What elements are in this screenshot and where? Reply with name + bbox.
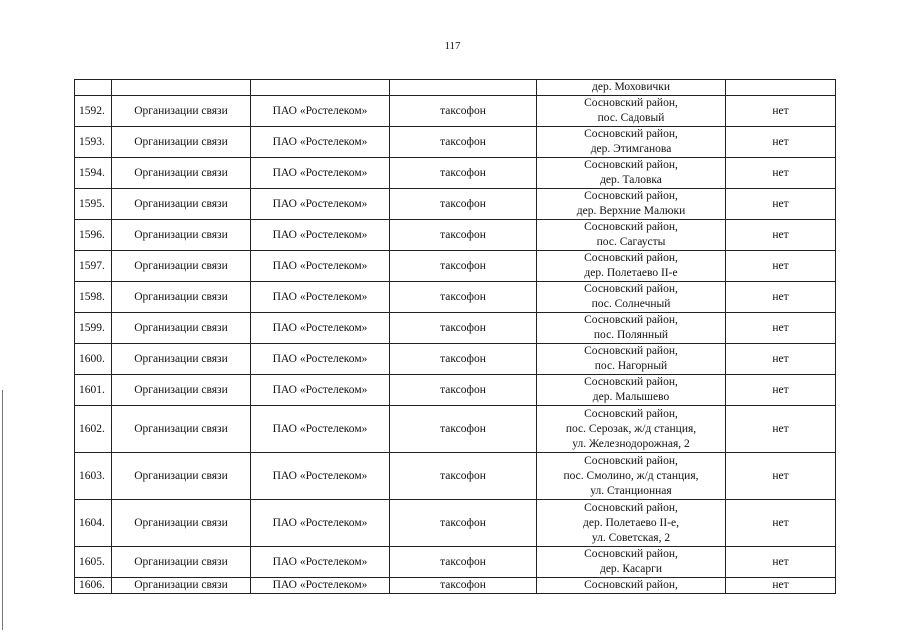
cell-status: нет [726, 251, 836, 282]
address-line: пос. Нагорный [594, 360, 668, 372]
address-line: ул. Станционная [590, 484, 672, 497]
cell-address: дер. Моховички [537, 80, 726, 96]
address-line: Сосновский район, [584, 548, 678, 560]
cell-num: 1595. [75, 189, 112, 220]
payphone-table [74, 79, 836, 594]
cell-type: таксофон [390, 251, 537, 282]
address-line: Сосновский район, [584, 501, 678, 514]
cell-address [537, 375, 726, 406]
cell-address [537, 500, 726, 547]
cell-category: Организации связи [112, 96, 251, 127]
cell-org: ПАО «Ростелеком» [251, 251, 390, 282]
cell-org: ПАО «Ростелеком» [251, 344, 390, 375]
cell-category: Организации связи [112, 344, 251, 375]
address-line: дер. Касарги [599, 563, 663, 575]
cell-org: ПАО «Ростелеком» [251, 96, 390, 127]
cell-type: таксофон [390, 547, 537, 578]
cell-type: таксофон [390, 220, 537, 251]
page-number: 117 [444, 40, 461, 52]
cell-status: нет [726, 578, 836, 594]
table-row [75, 406, 836, 453]
cell-address [537, 220, 726, 251]
cell-category: Организации связи [112, 578, 251, 594]
address-line: Сосновский район, [584, 221, 678, 233]
cell-org: ПАО «Ростелеком» [251, 158, 390, 189]
table-body [75, 80, 836, 594]
cell-status: нет [726, 547, 836, 578]
cell-category: Организации связи [112, 220, 251, 251]
cell-category: Организации связи [112, 158, 251, 189]
cell-num: 1592. [75, 96, 112, 127]
address-line: дер. Таловка [600, 174, 662, 186]
table-row [75, 500, 836, 547]
cell-num: 1596. [75, 220, 112, 251]
table-row [75, 453, 836, 500]
cell-num: 1602. [75, 406, 112, 453]
cell-status: нет [726, 500, 836, 547]
cell-category: Организации связи [112, 189, 251, 220]
address-line: пос. Солнечный [591, 298, 671, 310]
cell-address [537, 453, 726, 500]
address-line: дер. Полетаево II-е [584, 267, 678, 279]
cell-org: ПАО «Ростелеком» [251, 189, 390, 220]
address-line: дер. Полетаево II-е, [582, 516, 680, 529]
cell-category: Организации связи [112, 375, 251, 406]
address-line: Сосновский район, [584, 190, 678, 202]
cell-num: 1601. [75, 375, 112, 406]
cell-org: ПАО «Ростелеком» [251, 313, 390, 344]
cell-status: нет [726, 313, 836, 344]
cell-num: 1593. [75, 127, 112, 158]
cell-address [537, 313, 726, 344]
cell-num: 1594. [75, 158, 112, 189]
cell-address [537, 344, 726, 375]
cell-org [251, 80, 390, 96]
cell-type: таксофон [390, 96, 537, 127]
cell-type: таксофон [390, 406, 537, 453]
cell-category [112, 80, 251, 96]
cell-org: ПАО «Ростелеком» [251, 578, 390, 594]
cell-org: ПАО «Ростелеком» [251, 282, 390, 313]
cell-address [537, 251, 726, 282]
cell-org: ПАО «Ростелеком» [251, 453, 390, 500]
table-row [75, 220, 836, 251]
cell-status: нет [726, 406, 836, 453]
cell-status: нет [726, 96, 836, 127]
address-line: Сосновский район, [584, 376, 678, 388]
address-line: Сосновский район, [584, 252, 678, 264]
scan-edge-line [2, 390, 3, 630]
cell-address [537, 96, 726, 127]
table-row [75, 251, 836, 282]
table-row [75, 127, 836, 158]
table-row [75, 547, 836, 578]
cell-category: Организации связи [112, 453, 251, 500]
table-row [75, 189, 836, 220]
cell-type: таксофон [390, 344, 537, 375]
address-line: пос. Серозак, ж/д станция, [565, 422, 697, 435]
address-line: Сосновский район, [584, 128, 678, 140]
cell-status: нет [726, 375, 836, 406]
cell-address [537, 158, 726, 189]
cell-status [726, 80, 836, 96]
address-line: Сосновский район, [584, 159, 678, 171]
cell-org: ПАО «Ростелеком» [251, 500, 390, 547]
cell-status: нет [726, 189, 836, 220]
cell-type: таксофон [390, 189, 537, 220]
cell-category: Организации связи [112, 547, 251, 578]
cell-num [75, 80, 112, 96]
cell-num: 1605. [75, 547, 112, 578]
cell-type [390, 80, 537, 96]
cell-address [537, 578, 726, 594]
address-line: Сосновский район, [584, 407, 678, 420]
cell-address [537, 547, 726, 578]
cell-category: Организации связи [112, 500, 251, 547]
cell-type: таксофон [390, 453, 537, 500]
cell-num: 1599. [75, 313, 112, 344]
cell-address [537, 127, 726, 158]
table-row [75, 158, 836, 189]
cell-org: ПАО «Ростелеком» [251, 127, 390, 158]
cell-address [537, 406, 726, 453]
cell-category: Организации связи [112, 406, 251, 453]
cell-type: таксофон [390, 158, 537, 189]
cell-status: нет [726, 453, 836, 500]
cell-type: таксофон [390, 127, 537, 158]
cell-type: таксофон [390, 500, 537, 547]
cell-address [537, 282, 726, 313]
cell-status: нет [726, 220, 836, 251]
cell-type: таксофон [390, 375, 537, 406]
cell-org: ПАО «Ростелеком» [251, 547, 390, 578]
address-line: пос. Садовый [597, 112, 665, 124]
cell-num: 1600. [75, 344, 112, 375]
cell-num: 1597. [75, 251, 112, 282]
address-line: пос. Смолино, ж/д станция, [563, 469, 699, 482]
address-line: Сосновский район, [584, 579, 678, 591]
cell-org: ПАО «Ростелеком» [251, 220, 390, 251]
address-line: ул. Железнодорожная, 2 [572, 437, 690, 450]
cell-org: ПАО «Ростелеком» [251, 375, 390, 406]
cell-status: нет [726, 158, 836, 189]
table-row [75, 282, 836, 313]
cell-type: таксофон [390, 282, 537, 313]
table-row [75, 578, 836, 594]
address-line: ул. Советская, 2 [591, 531, 671, 544]
address-line: Сосновский район, [584, 345, 678, 357]
cell-num: 1598. [75, 282, 112, 313]
address-line: дер. Малышево [592, 391, 670, 403]
address-line: пос. Сагаусты [596, 236, 666, 248]
table-row [75, 313, 836, 344]
cell-org: ПАО «Ростелеком» [251, 406, 390, 453]
cell-category: Организации связи [112, 313, 251, 344]
address-line: пос. Полянный [593, 329, 669, 341]
cell-num: 1606. [75, 578, 112, 594]
cell-num: 1603. [75, 453, 112, 500]
address-line: Сосновский район, [584, 454, 678, 467]
table-row [75, 375, 836, 406]
address-line: Сосновский район, [584, 283, 678, 295]
cell-type: таксофон [390, 313, 537, 344]
cell-status: нет [726, 282, 836, 313]
cell-num: 1604. [75, 500, 112, 547]
table-row [75, 96, 836, 127]
cell-address [537, 189, 726, 220]
address-line: Сосновский район, [584, 97, 678, 109]
cell-type: таксофон [390, 578, 537, 594]
address-line: дер. Верхние Малюки [576, 205, 686, 217]
address-line: Сосновский район, [584, 314, 678, 326]
cell-category: Организации связи [112, 127, 251, 158]
table-row-continuation [75, 80, 836, 96]
cell-status: нет [726, 127, 836, 158]
cell-category: Организации связи [112, 251, 251, 282]
cell-status: нет [726, 344, 836, 375]
address-line: дер. Этимганова [590, 143, 672, 155]
cell-category: Организации связи [112, 282, 251, 313]
table-row [75, 344, 836, 375]
